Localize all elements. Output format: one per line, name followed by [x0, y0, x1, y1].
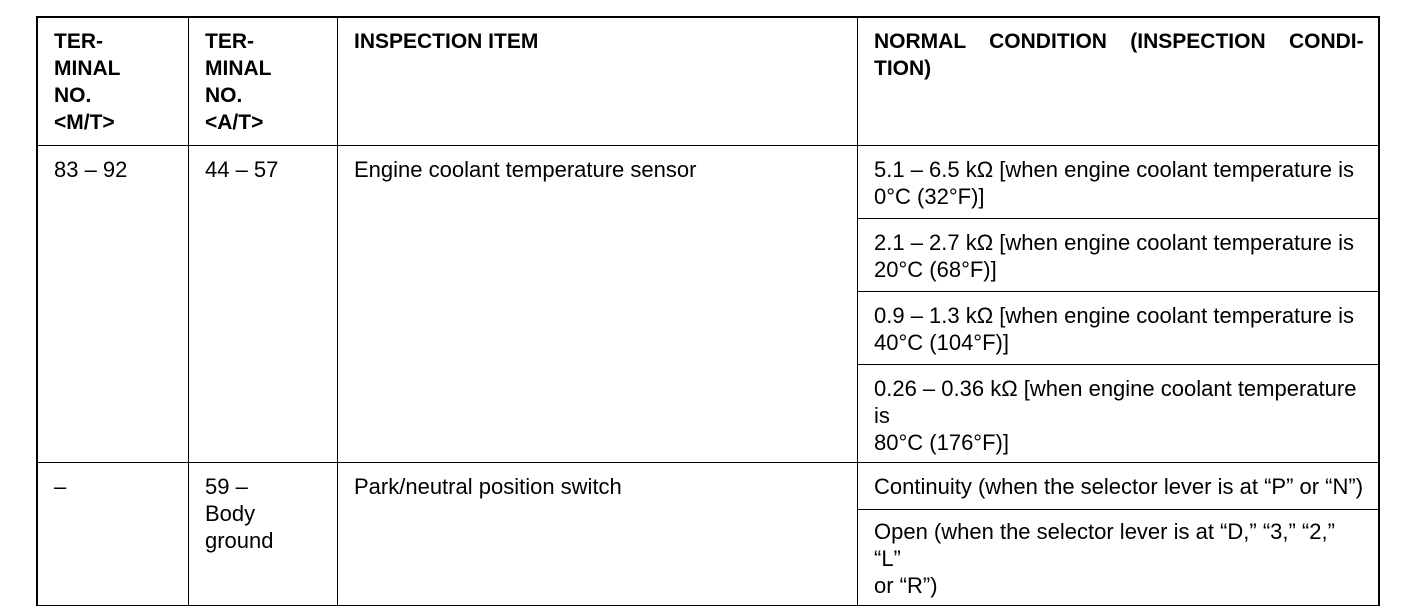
condition-cell: 2.1 – 2.7 kΩ [when engine coolant temperature is 20°C (68°F)] — [858, 219, 1380, 292]
header-terminal-at: TER- MINAL NO. <A/T> — [189, 17, 338, 146]
header-inspection-item: INSPECTION ITEM — [338, 17, 858, 146]
terminal-mt-cell: – — [37, 463, 189, 606]
terminal-at-cell: 44 – 57 — [189, 146, 338, 463]
header-row — [37, 17, 1379, 146]
inspection-table-container — [36, 16, 1380, 598]
condition-cell: 5.1 – 6.5 kΩ [when engine coolant temperature is 0°C (32°F)] — [858, 146, 1380, 219]
condition-cell: Continuity (when the selector lever is at “P” or “N”) — [858, 463, 1380, 510]
terminal-at-cell: 59 – Body ground — [189, 463, 338, 606]
header-normal-condition: NORMAL CONDITION (INSPECTION CONDI- TION) — [858, 17, 1380, 146]
condition-cell: Open (when the selector lever is at “D,” “3,” “2,” “L” or “R”) — [858, 510, 1380, 606]
inspection-item-cell: Park/neutral position switch — [338, 463, 858, 606]
condition-cell: 0.9 – 1.3 kΩ [when engine coolant temperature is 40°C (104°F)] — [858, 292, 1380, 365]
table-row — [37, 463, 1379, 510]
inspection-table — [36, 16, 1380, 606]
header-terminal-mt: TER- MINAL NO. <M/T> — [37, 17, 189, 146]
inspection-item-cell: Engine coolant temperature sensor — [338, 146, 858, 463]
table-row — [37, 146, 1379, 219]
terminal-mt-cell: 83 – 92 — [37, 146, 189, 463]
condition-cell: 0.26 – 0.36 kΩ [when engine coolant temperature is 80°C (176°F)] — [858, 365, 1380, 463]
